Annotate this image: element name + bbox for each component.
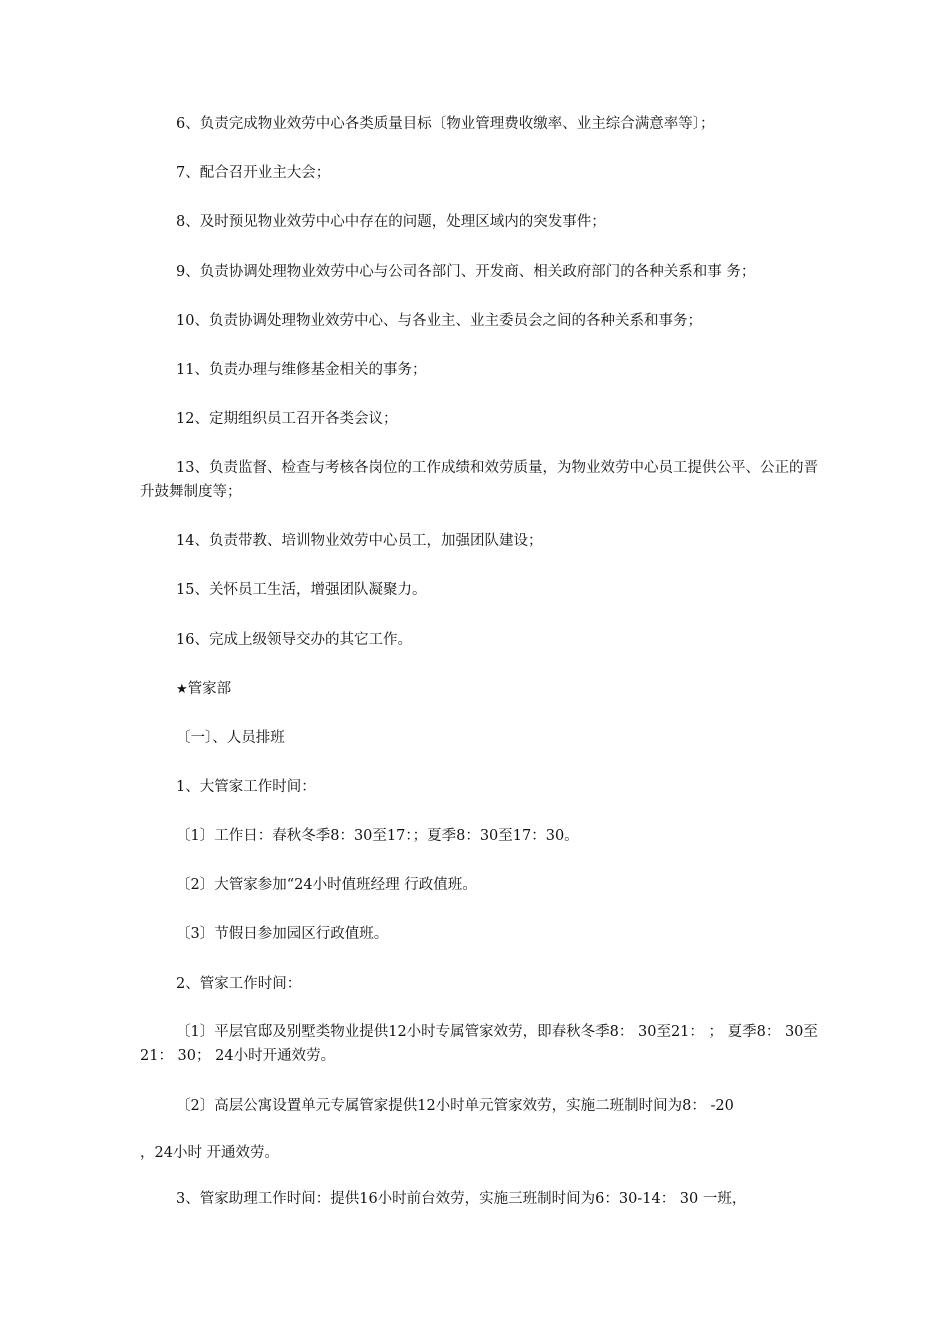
- paragraph-item-7: 7、配合召开业主大会；: [176, 165, 331, 181]
- paragraph-item-9: 9、负责协调处理物业效劳中心与公司各部门、开发商、相关政府部门的各种关系和事 务；: [176, 264, 756, 280]
- paragraph-item-16: 16、完成上级领导交办的其它工作。: [176, 632, 412, 648]
- paragraph-item-6: 6、负责完成物业效劳中心各类质量目标〔物业管理费收缴率、业主综合满意率等〕；: [176, 116, 715, 132]
- paragraph-item-15: 15、关怀员工生活，增强团队凝聚力。: [176, 582, 427, 598]
- paragraph-butler-assistant-hours: 3、管家助理工作时间：提供16小时前台效劳，实施三班制时间为6：30-14： 30 一班，: [176, 1191, 747, 1207]
- paragraph-senior-butler-hours-1: 〔1〕工作日：春秋冬季8：30至17：；夏季8：30至17：30。: [176, 828, 579, 844]
- paragraph-item-10: 10、负责协调处理物业效劳中心、与各业主、业主委员会之间的各种关系和事务；: [176, 313, 702, 329]
- paragraph-butler-hours-2: 〔2〕高层公寓设置单元专属管家提供12小时单元管家效劳，实施二班制时间为8： -20: [176, 1098, 734, 1114]
- star-icon: ★: [176, 682, 188, 697]
- paragraph-butler-hours: 2、管家工作时间：: [176, 976, 302, 992]
- paragraph-butler-hours-2-cont: ，24小时 开通效劳。: [140, 1145, 280, 1161]
- section-heading-label: 管家部: [187, 681, 232, 697]
- paragraph-item-14: 14、负责带教、培训物业效劳中心员工，加强团队建设；: [176, 533, 543, 549]
- paragraph-item-8: 8、及时预见物业效劳中心中存在的问题，处理区域内的突发事件；: [176, 214, 606, 230]
- paragraph-item-13: 13、负责监督、检查与考核各岗位的工作成绩和效劳质量，为物业效劳中心员工提供公平、公正的晋升鼓舞制度等；: [140, 460, 818, 500]
- paragraph-senior-butler-hours: 1、大管家工作时间：: [176, 779, 316, 795]
- paragraph-senior-butler-hours-2: 〔2〕大管家参加“24小时值班经理 行政值班。: [176, 877, 477, 893]
- paragraph-senior-butler-hours-3: 〔3〕节假日参加园区行政值班。: [176, 926, 389, 942]
- section-heading-butler-dept: [140, 677, 820, 702]
- paragraph-butler-hours-1: 〔1〕平层官邸及别墅类物业提供12小时专属管家效劳，即春秋冬季8： 30至21： ； 夏季8： 30至21： 30； 24小时开通效劳。: [140, 1024, 818, 1064]
- subsection-heading-staff-shift: 〔一〕、人员排班: [176, 730, 285, 746]
- paragraph-item-11: 11、负责办理与维修基金相关的事务；: [176, 362, 427, 378]
- paragraph-item-12: 12、定期组织员工召开各类会议；: [176, 411, 398, 427]
